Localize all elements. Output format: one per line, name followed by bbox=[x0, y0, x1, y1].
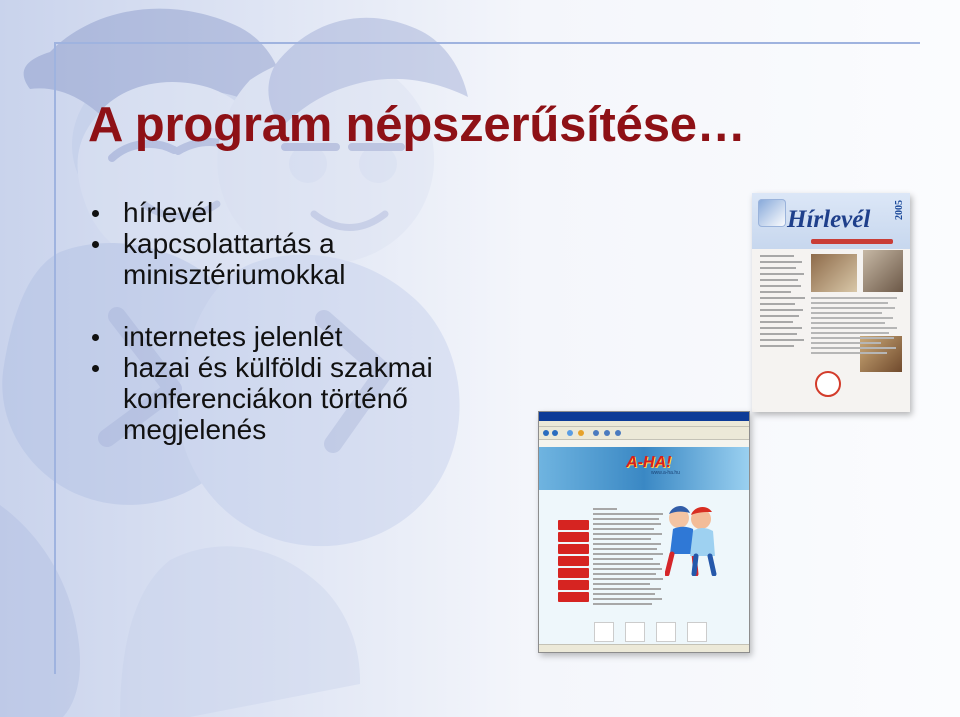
home-icon bbox=[578, 430, 584, 436]
newsletter-text-line bbox=[760, 255, 794, 257]
newsletter-text-line bbox=[811, 352, 887, 354]
website-logo: A-HA! bbox=[626, 454, 672, 471]
newsletter-text-line bbox=[811, 332, 889, 334]
left-accent-line bbox=[54, 42, 56, 674]
website-text-line bbox=[593, 603, 652, 605]
newsletter-text-line bbox=[760, 303, 795, 305]
website-nav-item bbox=[558, 544, 589, 554]
website-text-line bbox=[593, 573, 656, 575]
newsletter-photo bbox=[811, 254, 857, 292]
bullet-item-newsletter: hírlevél bbox=[92, 197, 522, 228]
search-icon bbox=[593, 430, 599, 436]
back-icon bbox=[543, 430, 549, 436]
newsletter-text-line bbox=[811, 312, 882, 314]
newsletter-year: 2005 bbox=[894, 200, 905, 220]
newsletter-text-line bbox=[760, 315, 799, 317]
website-nav-item bbox=[558, 568, 589, 578]
newsletter-seal-icon bbox=[815, 371, 841, 397]
slide-title: A program népszerűsítése… bbox=[88, 98, 746, 152]
website-url: www.a-ha.hu bbox=[651, 470, 680, 476]
partner-logo-icon bbox=[656, 622, 676, 642]
forward-icon bbox=[552, 430, 558, 436]
website-header bbox=[539, 447, 749, 490]
newsletter-text-line bbox=[760, 321, 793, 323]
website-text-line bbox=[593, 543, 661, 545]
newsletter-text-line bbox=[811, 347, 896, 349]
newsletter-text-line bbox=[760, 279, 798, 281]
newsletter-text-line bbox=[811, 317, 893, 319]
website-nav-item bbox=[558, 556, 589, 566]
website-nav-item bbox=[558, 592, 589, 602]
website-text-line bbox=[593, 588, 661, 590]
newsletter-text-line bbox=[811, 337, 894, 339]
website-text-line bbox=[593, 563, 660, 565]
partner-logo-icon bbox=[687, 622, 707, 642]
website-cartoon-illustration bbox=[665, 502, 719, 576]
website-text-line bbox=[593, 578, 663, 580]
history-icon bbox=[615, 430, 621, 436]
newsletter-text-line bbox=[760, 291, 791, 293]
newsletter-text-line bbox=[760, 273, 804, 275]
newsletter-text-line bbox=[760, 309, 803, 311]
website-text-line bbox=[593, 518, 659, 520]
newsletter-text-line bbox=[760, 345, 794, 347]
newsletter-text-line bbox=[760, 333, 797, 335]
website-nav-item bbox=[558, 532, 589, 542]
website-text-line bbox=[593, 538, 651, 540]
newsletter-text-line bbox=[760, 297, 805, 299]
website-text-line bbox=[593, 593, 655, 595]
website-page bbox=[539, 447, 749, 652]
website-nav-item bbox=[558, 520, 589, 530]
website-body bbox=[539, 490, 749, 652]
newsletter-text-line bbox=[811, 322, 885, 324]
newsletter-text-line bbox=[811, 327, 897, 329]
newsletter-title: Hírlevél bbox=[787, 206, 871, 233]
newsletter-text-line bbox=[811, 307, 895, 309]
website-text-line bbox=[593, 508, 617, 510]
top-accent-line bbox=[54, 42, 920, 44]
refresh-icon bbox=[567, 430, 573, 436]
website-text-line bbox=[593, 598, 662, 600]
website-text-line bbox=[593, 523, 661, 525]
newsletter-text-line bbox=[760, 267, 796, 269]
newsletter-text-line bbox=[811, 297, 897, 299]
website-nav-item bbox=[558, 580, 589, 590]
partner-logo-icon bbox=[594, 622, 614, 642]
bullet-item-internet-presence: internetes jelenlét bbox=[92, 321, 522, 352]
newsletter-text-line bbox=[760, 339, 804, 341]
browser-toolbar bbox=[539, 427, 749, 440]
bullet-list bbox=[92, 197, 522, 445]
bullet-item-conferences: hazai és külföldi szakmai konferenciákon történő megjelenés bbox=[92, 352, 522, 445]
website-nav-menu bbox=[558, 520, 589, 614]
website-screenshot bbox=[538, 411, 750, 653]
website-text-line bbox=[593, 583, 650, 585]
newsletter-text-line bbox=[760, 327, 802, 329]
newsletter-thumbnail bbox=[752, 193, 910, 412]
newsletter-text-line bbox=[811, 342, 881, 344]
website-text-line bbox=[593, 553, 663, 555]
newsletter-left-column bbox=[760, 255, 808, 400]
website-text-line bbox=[593, 568, 662, 570]
website-partner-logos bbox=[594, 622, 714, 646]
newsletter-text-line bbox=[811, 302, 888, 304]
newsletter-subtitle-bar bbox=[811, 239, 893, 244]
website-text-line bbox=[593, 528, 654, 530]
newsletter-logo-icon bbox=[758, 199, 786, 227]
website-article-text bbox=[593, 508, 663, 618]
newsletter-photo bbox=[863, 250, 903, 292]
browser-title-bar bbox=[539, 412, 749, 421]
website-text-line bbox=[593, 558, 653, 560]
newsletter-text-line bbox=[760, 285, 801, 287]
newsletter-text-line bbox=[760, 261, 802, 263]
favorites-icon bbox=[604, 430, 610, 436]
website-text-line bbox=[593, 548, 657, 550]
bullet-item-ministries: kapcsolattartás a minisztériumokkal bbox=[92, 228, 522, 290]
website-text-line bbox=[593, 533, 662, 535]
partner-logo-icon bbox=[625, 622, 645, 642]
website-text-line bbox=[593, 513, 663, 515]
browser-status-bar bbox=[539, 644, 749, 652]
